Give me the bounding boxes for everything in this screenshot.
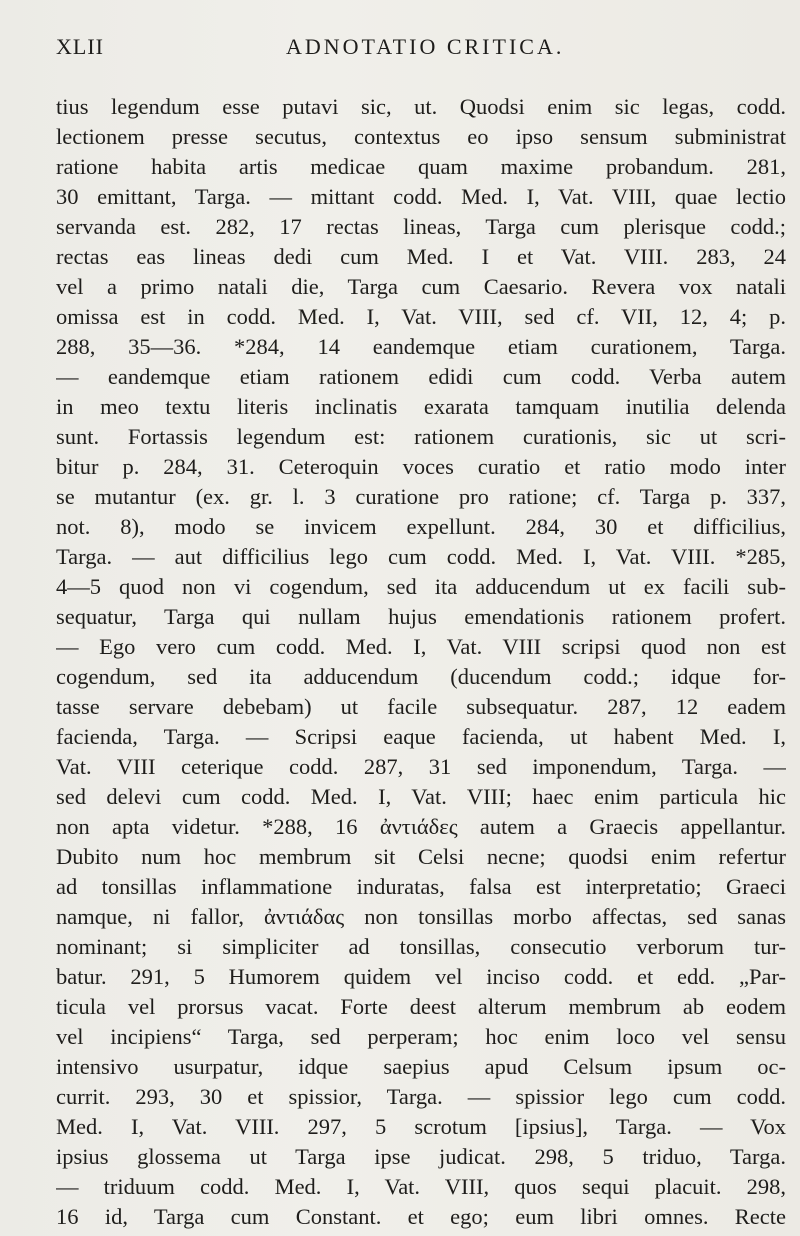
text-line: Dubito num hoc membrum sit Celsi necne; quodsi enim refertur: [56, 844, 786, 869]
text-line: tasse servare debebam) ut facile subsequatur. 287, 12 eadem: [56, 694, 786, 719]
body-text: [56, 92, 786, 1232]
text-line: 4—5 quod non vi cogendum, sed ita adducendum ut ex facili sub-: [56, 574, 786, 599]
text-line: Vat. VIII ceterique codd. 287, 31 sed imponendum, Targa. —: [56, 754, 786, 779]
text-line: lectionem presse secutus, contextus eo ipso sensum subministrat: [56, 124, 786, 149]
text-line: sequatur, Targa qui nullam hujus emendationis rationem profert.: [56, 604, 786, 629]
text-line: sunt. Fortassis legendum est: rationem curationis, sic ut scri-: [56, 424, 786, 449]
text-line: cogendum, sed ita adducendum (ducendum codd.; idque for-: [56, 664, 786, 689]
text-line: in meo textu literis inclinatis exarata tamquam inutilia delenda: [56, 394, 786, 419]
text-line: batur. 291, 5 Humorem quidem vel inciso codd. et edd. „Par-: [56, 964, 786, 989]
text-line: currit. 293, 30 et spissior, Targa. — spissior lego cum codd.: [56, 1084, 786, 1109]
text-line: Targa. — aut difficilius lego cum codd. Med. I, Vat. VIII. *285,: [56, 544, 786, 569]
text-line: facienda, Targa. — Scripsi eaque facienda, ut habent Med. I,: [56, 724, 786, 749]
text-line: ticula vel prorsus vacat. Forte deest alterum membrum ab eodem: [56, 994, 786, 1019]
text-line: — Ego vero cum codd. Med. I, Vat. VIII scripsi quod non est: [56, 634, 786, 659]
text-line: 288, 35—36. *284, 14 eandemque etiam curationem, Targa.: [56, 334, 786, 359]
text-line: servanda est. 282, 17 rectas lineas, Targa cum plerisque codd.;: [56, 214, 786, 239]
page-header: [56, 28, 786, 72]
text-line: bitur p. 284, 31. Ceteroquin voces curatio et ratio modo inter: [56, 454, 786, 479]
text-line: — triduum codd. Med. I, Vat. VIII, quos sequi placuit. 298,: [56, 1174, 786, 1199]
text-line: ratione habita artis medicae quam maxime probandum. 281,: [56, 154, 786, 179]
text-line: vel a primo natali die, Targa cum Caesario. Revera vox natali: [56, 274, 786, 299]
text-line: non apta videtur. *288, 16 ἀντιάδες autem a Graecis appellantur.: [56, 814, 786, 839]
text-line: intensivo usurpatur, idque saepius apud Celsum ipsum oc-: [56, 1054, 786, 1079]
text-line: 30 emittant, Targa. — mittant codd. Med. I, Vat. VIII, quae lectio: [56, 184, 786, 209]
text-line: ad tonsillas inflammatione induratas, falsa est interpretatio; Graeci: [56, 874, 786, 899]
text-line: 16 id, Targa cum Constant. et ego; eum libri omnes. Recte: [56, 1204, 786, 1229]
text-line: — eandemque etiam rationem edidi cum codd. Verba autem: [56, 364, 786, 389]
text-line: nominant; si simpliciter ad tonsillas, consecutio verborum tur-: [56, 934, 786, 959]
text-line: Med. I, Vat. VIII. 297, 5 scrotum [ipsius], Targa. — Vox: [56, 1114, 786, 1139]
text-line: vel incipiens“ Targa, sed perperam; hoc enim loco vel sensu: [56, 1024, 786, 1049]
text-line: namque, ni fallor, ἀντιάδας non tonsillas morbo affectas, sed sanas: [56, 904, 786, 929]
text-line: rectas eas lineas dedi cum Med. I et Vat. VIII. 283, 24: [56, 244, 786, 269]
text-line: se mutantur (ex. gr. l. 3 curatione pro ratione; cf. Targa p. 337,: [56, 484, 786, 509]
text-line: sed delevi cum codd. Med. I, Vat. VIII; haec enim particula hic: [56, 784, 786, 809]
text-line: not. 8), modo se invicem expellunt. 284, 30 et difficilius,: [56, 514, 786, 539]
text-line: tius legendum esse putavi sic, ut. Quodsi enim sic legas, codd.: [56, 94, 786, 119]
text-line: omissa est in codd. Med. I, Vat. VIII, sed cf. VII, 12, 4; p.: [56, 304, 786, 329]
running-title: ADNOTATIO CRITICA.: [286, 34, 565, 59]
text-line: ipsius glossema ut Targa ipse judicat. 298, 5 triduo, Targa.: [56, 1144, 786, 1169]
page-number: XLII: [56, 34, 104, 59]
